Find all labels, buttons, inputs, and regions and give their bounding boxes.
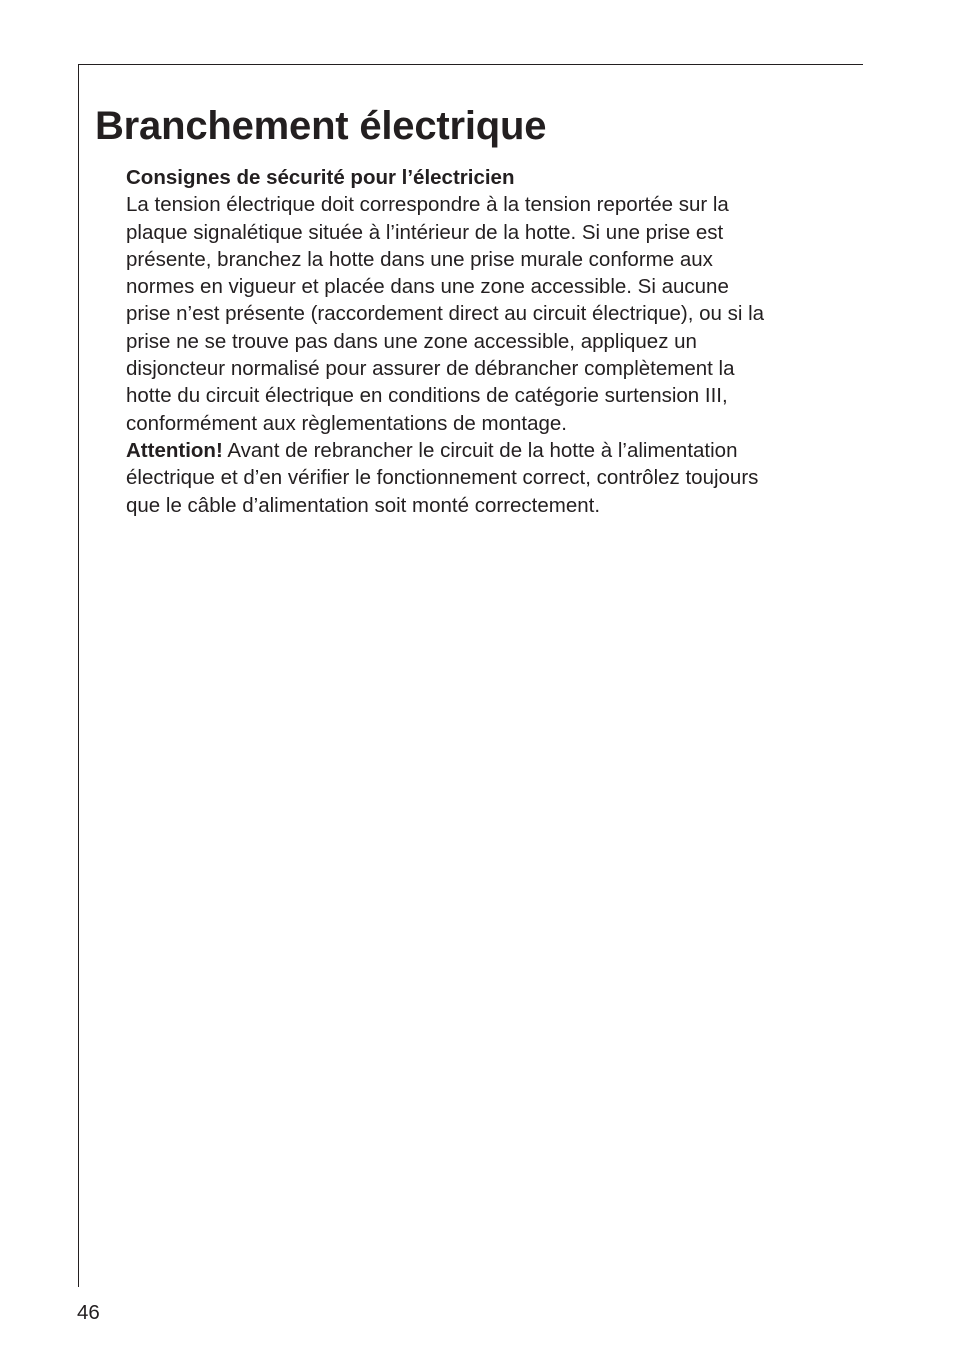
frame-left-rule <box>78 64 79 1287</box>
page-number: 46 <box>77 1301 100 1324</box>
paragraph-line: hotte du circuit électrique en conditions de catégorie surtension III, <box>126 384 728 408</box>
safety-section <box>126 164 846 519</box>
paragraph-line: présente, branchez la hotte dans une prise murale conforme aux <box>126 247 713 271</box>
attention-line: électrique et d’en vérifier le fonctionnement correct, contrôlez toujours <box>126 466 759 490</box>
safety-paragraph <box>126 191 846 437</box>
paragraph-line: conformément aux règlementations de montage. <box>126 411 568 435</box>
attention-line <box>126 437 846 464</box>
section-heading: Consignes de sécurité pour l’électricien <box>126 166 515 189</box>
attention-text: Avant de rebrancher le circuit de la hotte à l’alimentation <box>222 438 738 462</box>
attention-label: Attention! <box>126 438 223 462</box>
page-title: Branchement électrique <box>95 104 547 148</box>
paragraph-line: plaque signalétique située à l’intérieur de la hotte. Si une prise est <box>126 220 724 244</box>
paragraph-line: La tension électrique doit correspondre à la tension reportée sur la <box>126 193 729 217</box>
paragraph-line: prise ne se trouve pas dans une zone accessible, appliquez un <box>126 329 697 353</box>
paragraph-line: normes en vigueur et placée dans une zone accessible. Si aucune <box>126 275 729 299</box>
paragraph-line: disjoncteur normalisé pour assurer de débrancher complètement la <box>126 357 735 381</box>
attention-line: que le câble d’alimentation soit monté correctement. <box>126 493 601 517</box>
paragraph-line: prise n’est présente (raccordement direct au circuit électrique), ou si la <box>126 302 765 326</box>
attention-paragraph <box>126 437 846 519</box>
frame-top-rule <box>78 64 863 65</box>
